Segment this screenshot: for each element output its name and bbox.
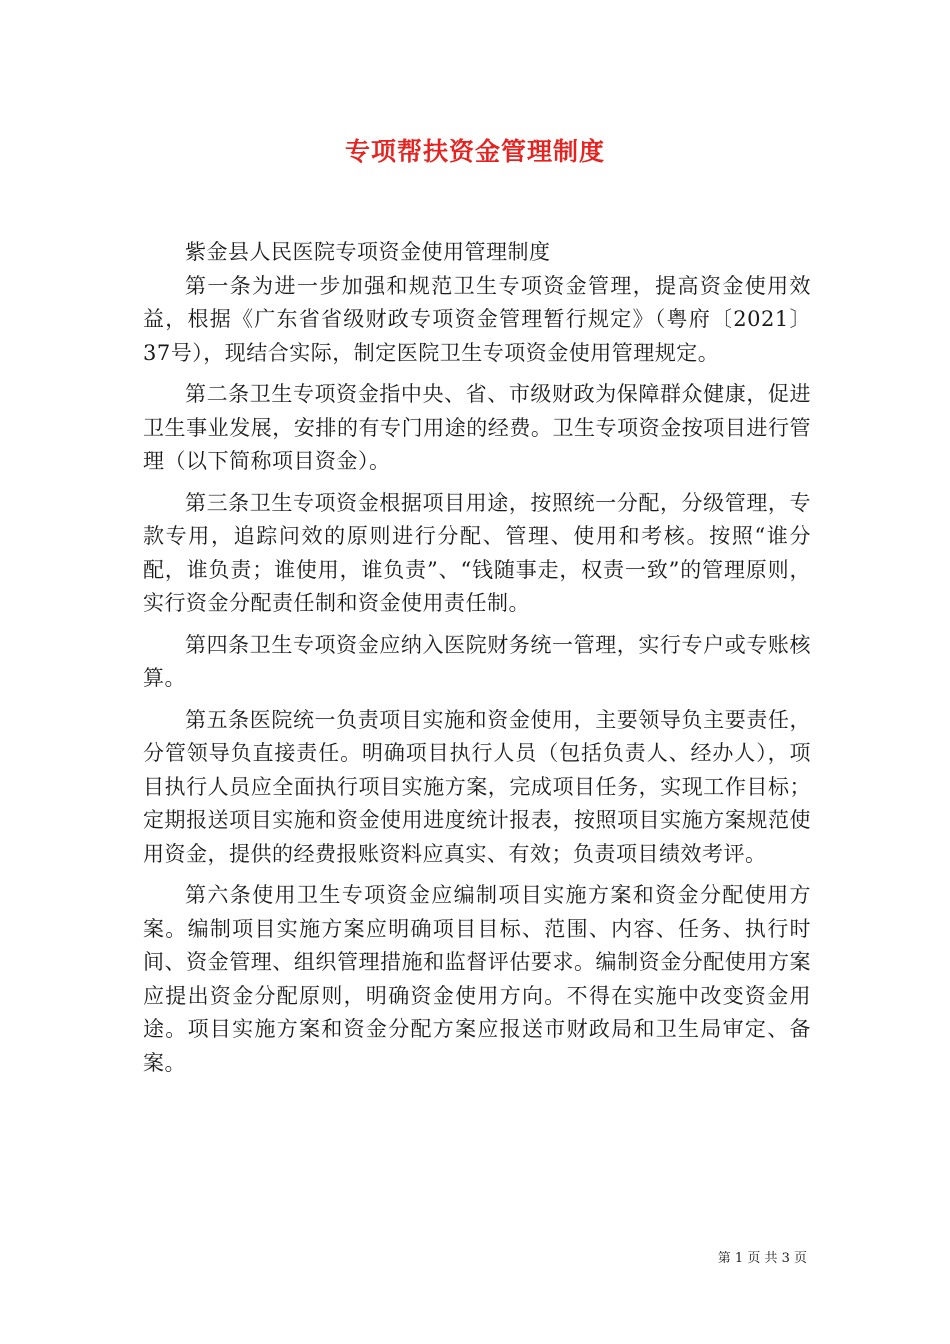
document-subtitle: 紫金县人民医院专项资金使用管理制度 [185,240,551,264]
article-6-paragraph: 第六条使用卫生专项资金应编制项目实施方案和资金分配使用方案。编制项目实施方案应明确项目目标、范围、内容、任务、执行时间、资金管理、组织管理措施和监督评估要求。编制资金分配使用方案应提出资金分配原则，明确资金使用方向。不得在实施中改变资金用途。项目实施方案和资金分配方案应报送市财政局和卫生局审定、备案。 [143,883,811,1075]
article-4-paragraph: 第四条卫生专项资金应纳入医院财务统一管理，实行专户或专账核算。 [143,632,811,690]
article-1-paragraph: 第一条为进一步加强和规范卫生专项资金管理，提高资金使用效益，根据《广东省省级财政专项资金管理暂行规定》（粤府〔2021〕37号），现结合实际，制定医院卫生专项资金使用管理规定。 [143,273,811,365]
article-3-paragraph: 第三条卫生专项资金根据项目用途，按照统一分配，分级管理，专款专用，追踪问效的原则进行分配、管理、使用和考核。按照“谁分配，谁负责；谁使用，谁负责”、“钱随事走，权责一致”的管理原则，实行资金分配责任制和资金使用责任制。 [143,490,811,615]
article-2-paragraph: 第二条卫生专项资金指中央、省、市级财政为保障群众健康，促进卫生事业发展，安排的有专门用途的经费。卫生专项资金按项目进行管理（以下简称项目资金）。 [143,382,811,473]
article-5-paragraph: 第五条医院统一负责项目实施和资金使用，主要领导负主要责任，分管领导负直接责任。明确项目执行人员（包括负责人、经办人），项目执行人员应全面执行项目实施方案，完成项目任务，实现工作目标；定期报送项目实施和资金使用进度统计报表，按照项目实施方案规范使用资金，提供的经费报账资料应真实、有效；负责项目绩效考评。 [143,707,811,866]
document-body [143,236,811,1088]
document-title: 专项帮扶资金管理制度 [344,137,605,166]
page-number: 第 1 页 共 3 页 [717,1251,807,1266]
